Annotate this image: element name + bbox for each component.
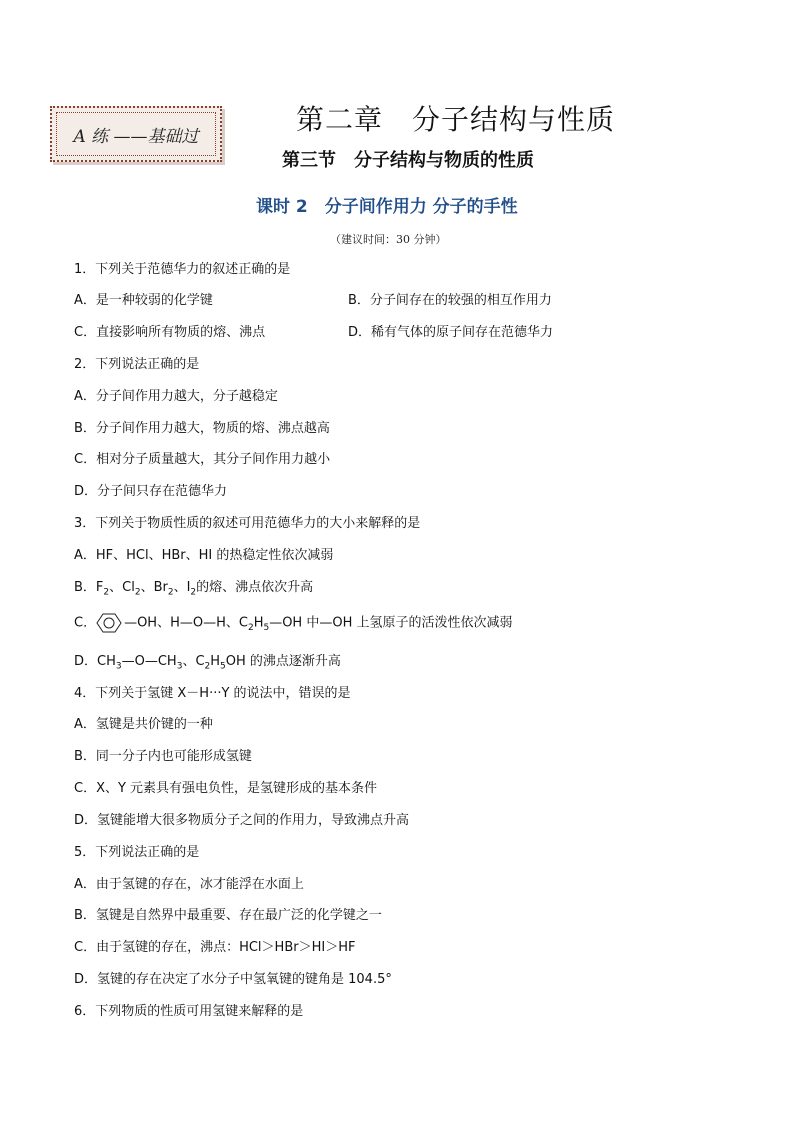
badge-label: A 练 ——基础过	[56, 112, 216, 156]
q4-option-a: A．氢键是共价键的一种	[74, 717, 213, 732]
q3-option-a: A．HF、HCl、HBr、HI 的热稳定性依次减弱	[74, 548, 334, 563]
q1-option-b: B．分子间存在的较强的相互作用力	[348, 293, 552, 308]
q2-option-a: A．分子间作用力越大，分子越稳定	[74, 389, 278, 404]
q1-option-d: D．稀有气体的原子间存在范德华力	[348, 325, 554, 340]
q4-option-c: C．X、Y 元素具有强电负性，是氢键形成的基本条件	[74, 781, 378, 796]
chapter-title: 第二章 分子结构与性质	[296, 103, 616, 136]
q5-option-a: A．由于氢键的存在，冰才能浮在水面上	[74, 877, 304, 892]
benzene-ring-icon	[96, 612, 124, 634]
q5-stem: 5．下列说法正确的是	[74, 845, 200, 860]
q1-option-c: C．直接影响所有物质的熔、沸点	[74, 325, 266, 340]
q5-option-b: B．氢键是自然界中最重要、存在最广泛的化学键之一	[74, 908, 382, 923]
q2-option-c: C．相对分子质量越大，其分子间作用力越小	[74, 452, 331, 467]
q2-option-d: D．分子间只存在范德华力	[74, 484, 228, 499]
q4-option-d: D．氢键能增大很多物质分子之间的作用力，导致沸点升高	[74, 813, 410, 828]
q2-stem: 2．下列说法正确的是	[74, 357, 200, 372]
q3-stem: 3．下列关于物质性质的叙述可用范德华力的大小来解释的是	[74, 516, 421, 531]
q3-option-d: D．$CH_3—O—CH_3$、$C_2H_5OH$ 的沸点逐渐升高	[74, 654, 341, 672]
practice-level-badge	[50, 106, 222, 162]
q5-option-c: C．由于氢键的存在，沸点：HCl＞HBr＞HI＞HF	[74, 940, 356, 955]
lesson-title: 课时 2 分子间作用力 分子的手性	[256, 197, 518, 217]
suggested-time: （建议时间：30 分钟）	[330, 233, 447, 246]
q3-option-b: B．$F_2$、$Cl_2$、$Br_2$、$I_2$的熔、沸点依次升高	[74, 580, 314, 598]
q2-option-b: B．分子间作用力越大，物质的熔、沸点越高	[74, 421, 330, 436]
q4-option-b: B．同一分子内也可能形成氢键	[74, 749, 252, 764]
q1-option-a: A．是一种较弱的化学键	[74, 293, 213, 308]
q4-stem: 4．下列关于氢键 X－H···Y 的说法中，错误的是	[74, 686, 351, 701]
section-title: 第三节 分子结构与物质的性质	[282, 150, 534, 171]
q6-stem: 6．下列物质的性质可用氢键来解释的是	[74, 1004, 304, 1019]
q5-option-d: D．氢键的存在决定了水分子中氢氧键的键角是 104.5°	[74, 972, 392, 987]
q1-stem: 1．下列关于范德华力的叙述正确的是	[74, 262, 291, 277]
q3-option-c: C． —OH、H—O—H、$C_2H_5—OH$ 中—OH 上氢原子的活泼性依次减弱	[74, 612, 512, 637]
